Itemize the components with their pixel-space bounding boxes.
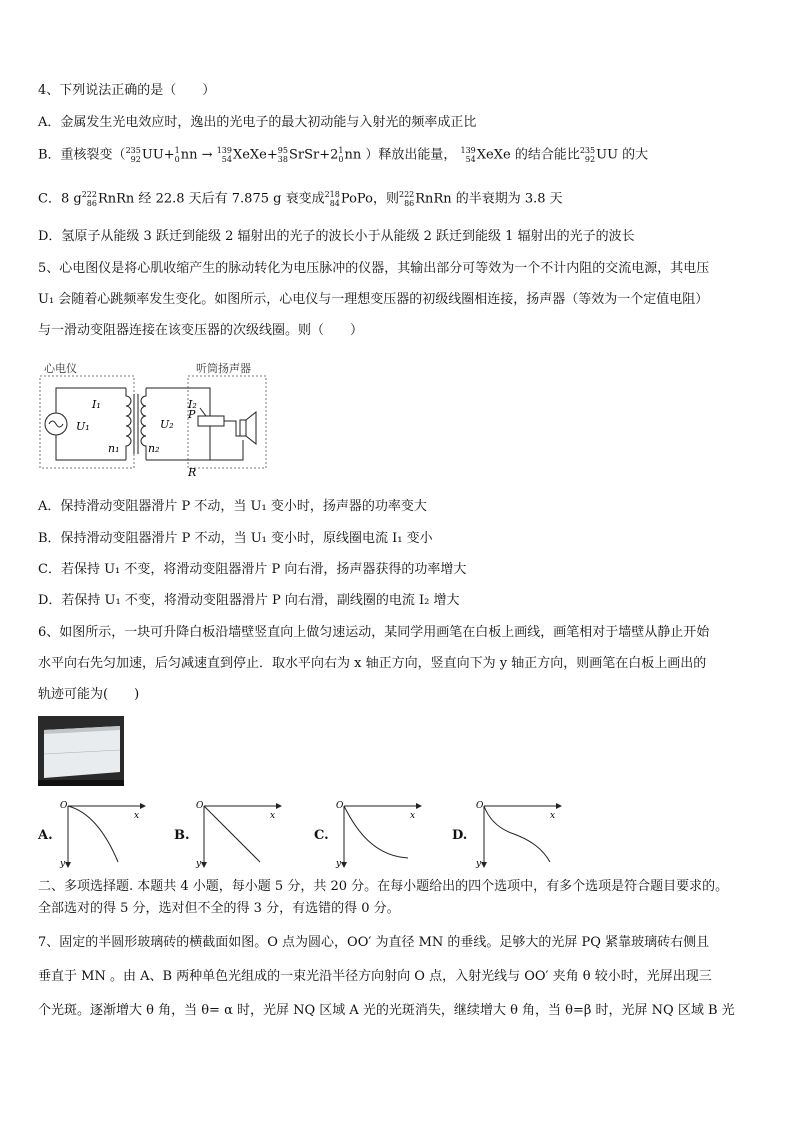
q7-line2: 垂直于 MN 。由 A、B 两种单色光组成的一束光沿半径方向射向 O 点，入射光线与 OO′ 夹角 θ 较小时，光屏出现三 — [38, 969, 712, 984]
section2-line2: 全部选对的得 5 分，选对但不全的得 3 分，有选错的得 0 分。 — [38, 901, 400, 916]
whiteboard-photo — [38, 716, 124, 786]
trajectory-a — [68, 806, 118, 862]
nuclide-u235-2-symbol: U — [596, 147, 608, 163]
q4-b-text5: n ）释放出能量， — [352, 147, 457, 163]
nuclide-rn2: 222 86 — [398, 190, 415, 208]
q5-stem-line1: 5、心电图仪是将心肌收缩产生的脉动转化为电压脉冲的仪器，其输出部分可等效为一个不计内阻的交流电源，其电压 — [38, 261, 710, 276]
q6-option-c-graph — [334, 800, 424, 870]
label-u2: U₂ — [160, 418, 174, 431]
q4-b-text2: n → — [189, 147, 213, 163]
label-n2: n₂ — [148, 442, 160, 455]
speaker-label: 听筒扬声器 — [196, 362, 251, 375]
sine-wave-icon — [49, 421, 63, 427]
label-n1: n₁ — [108, 442, 120, 455]
nuclide-u235-2: 235 92 — [579, 146, 596, 164]
speaker-icon — [240, 420, 246, 436]
q4-c-prefix: C．8 g — [38, 191, 82, 207]
q5-option-d: D．若保持 U₁ 不变，将滑动变阻器滑片 P 向右滑，副线圈的电流 I₂ 增大 — [38, 593, 460, 608]
nuclide-xe-symbol: Xe — [232, 147, 250, 163]
q7-line1: 7、固定的半圆形玻璃砖的横截面如图。O 点为圆心，OO′ 为直径 MN 的垂线。足够大的光屏 PQ 紧靠玻璃砖右侧且 — [38, 935, 710, 950]
nuclide-u235-symbol: U — [141, 147, 153, 163]
trajectory-b — [204, 806, 260, 862]
q7-line3: 个光斑。逐渐增大 θ 角，当 θ= α 时，光屏 NQ 区域 A 光的光斑消失，继续增大 θ 角，当 θ=β 时，光屏 NQ 区域 B 光 — [38, 1003, 735, 1018]
q6-option-d-label: D. — [452, 828, 468, 843]
q4-b-text1: U+ — [152, 147, 175, 163]
nuclide-n: 1 0 — [174, 146, 180, 164]
q4-b-text6: Xe 的结合能比 — [493, 147, 580, 163]
q5-option-c: C．若保持 U₁ 不变，将滑动变阻器滑片 P 向右滑，扬声器获得的功率增大 — [38, 562, 467, 577]
nuclide-xe: 139 54 — [216, 146, 232, 164]
svg-text:x: x — [550, 811, 556, 821]
nuclide-n2-symbol: n — [344, 147, 353, 163]
q4-option-b — [38, 146, 648, 165]
speaker-box — [188, 376, 266, 468]
q5-stem-line3: 与一滑动变阻器连接在该变压器的次级线圈。则（ ） — [38, 323, 364, 338]
svg-text:O: O — [336, 801, 344, 811]
nuclide-n2: 1 0 — [338, 146, 344, 164]
q6-option-a-label: A. — [38, 828, 53, 843]
label-p: P — [188, 408, 196, 421]
section2-line1: 二、多项选择题. 本题共 4 小题，每小题 5 分，共 20 分。在每小题给出的四个选项中，有多个选项是符合题目要求的。 — [38, 879, 729, 894]
q4-b-text3: Xe+ — [249, 147, 278, 163]
nuclide-po: 218 84 — [324, 190, 340, 208]
q5-option-a: A．保持滑动变阻器滑片 P 不动，当 U₁ 变小时，扬声器的功率变大 — [38, 499, 427, 514]
label-i1: I₁ — [92, 398, 101, 411]
svg-text:O: O — [196, 801, 204, 811]
slider-arrow-icon — [200, 408, 206, 416]
q5-option-b: B．保持滑动变阻器滑片 P 不动，当 U₁ 变小时，原线圈电流 I₁ 变小 — [38, 531, 433, 546]
label-i2: I₂ — [188, 398, 197, 411]
nuclide-xe2-symbol: Xe — [476, 147, 494, 163]
ecg-label: 心电仪 — [44, 362, 77, 375]
nuclide-u235: 235 92 — [125, 146, 141, 164]
q5-stem-line2: U₁ 会随着心跳频率发生变化。如图所示，心电仪与一理想变压器的初级线圈相连接，扬声器（等效为一个定值电阻） — [38, 292, 709, 307]
q6-option-b-graph — [194, 800, 284, 870]
nuclide-xe2: 139 54 — [460, 146, 476, 164]
resistor-icon — [198, 416, 224, 426]
q4-option-c — [38, 190, 563, 209]
primary-coil-icon — [126, 388, 131, 460]
nuclide-sr-symbol: Sr — [288, 147, 305, 163]
svg-text:x: x — [270, 811, 276, 821]
q6-stem-line2: 水平向右先匀加速，后匀减速直到停止．取水平向右为 x 轴正方向，竖直向下为 y 轴正方向，则画笔在白板上画出的 — [38, 656, 707, 671]
svg-text:y: y — [60, 859, 66, 869]
nuclide-rn-symbol: Rn — [97, 191, 117, 207]
svg-text:x: x — [134, 811, 140, 821]
q4-c-text2: Po，则 — [356, 191, 399, 207]
q4-c-text1: Rn 经 22.8 天后有 7.875 g 衰变成 — [116, 191, 325, 207]
svg-text:x: x — [410, 811, 416, 821]
q4-stem: 4、下列说法正确的是（ ） — [38, 83, 216, 98]
label-u1: U₁ — [76, 420, 90, 433]
trajectory-d — [484, 806, 550, 862]
nuclide-n-symbol: n — [180, 147, 190, 163]
q4-option-d: D．氢原子从能级 3 跃迁到能级 2 辐射出的光子的波长小于从能级 2 跃迁到能级 1 辐射出的光子的波长 — [38, 229, 635, 244]
svg-text:y: y — [196, 859, 202, 869]
svg-text:O: O — [60, 801, 68, 811]
svg-text:O: O — [476, 801, 484, 811]
q4-b-text4: Sr+2 — [304, 147, 339, 163]
q6-option-d-graph — [474, 800, 564, 870]
svg-text:y: y — [476, 859, 482, 869]
q6-stem-line3: 轨迹可能为( ) — [38, 687, 140, 702]
q4-option-a: A．金属发生光电效应时，逸出的光电子的最大初动能与入射光的频率成正比 — [38, 115, 477, 130]
nuclide-po-symbol: Po — [340, 191, 357, 207]
label-r: R — [188, 466, 197, 479]
svg-text:y: y — [336, 859, 342, 869]
q6-option-a-graph — [58, 800, 148, 870]
q4-b-end: U 的大 — [607, 147, 649, 163]
q4-c-end: Rn 的半衰期为 3.8 天 — [433, 191, 563, 207]
q6-option-b-label: B. — [174, 828, 190, 843]
nuclide-rn2-symbol: Rn — [415, 191, 434, 207]
nuclide-rn: 222 86 — [81, 190, 97, 208]
nuclide-sr: 95 38 — [277, 146, 288, 164]
transformer-circuit-figure — [38, 360, 278, 482]
q6-stem-line1: 6、如图所示，一块可升降白板沿墙壁竖直向上做匀速运动，某同学用画笔在白板上画线，画笔相对于墙壁从静止开始 — [38, 625, 710, 640]
trajectory-c — [344, 806, 408, 858]
q4-b-prefix: B．重核裂变（ — [38, 147, 126, 163]
secondary-coil-icon — [141, 388, 146, 460]
q6-option-c-label: C. — [314, 828, 329, 843]
